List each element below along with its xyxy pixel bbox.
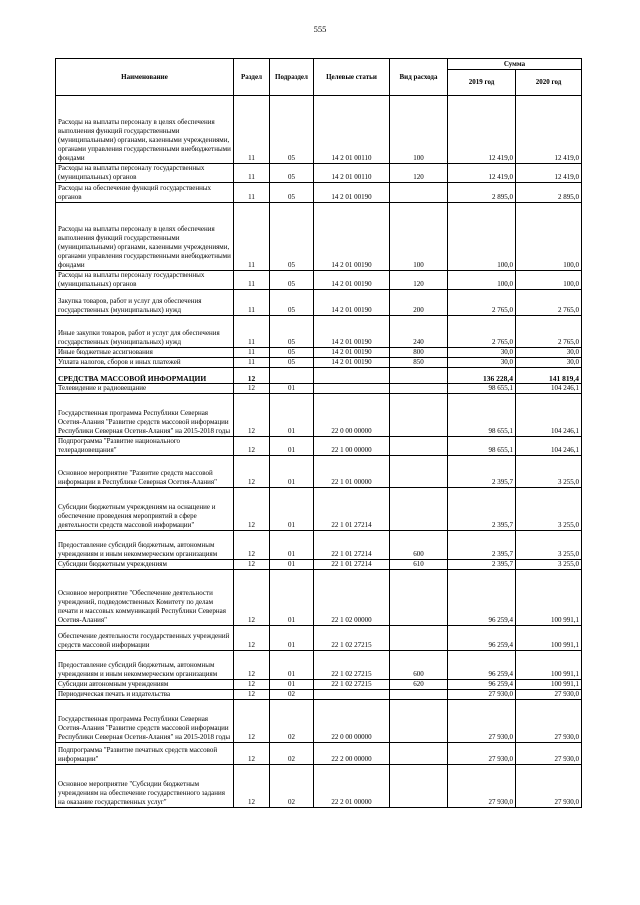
table-row bbox=[56, 690, 582, 700]
row-razdel: 12 bbox=[234, 456, 270, 488]
row-expense-type: 120 bbox=[390, 271, 448, 290]
row-podrazdel: 02 bbox=[270, 700, 314, 743]
row-podrazdel: 05 bbox=[270, 290, 314, 316]
row-sum-2019: 96 259,4 bbox=[448, 680, 516, 690]
budget-table bbox=[55, 58, 582, 808]
row-sum-2020: 12 419,0 bbox=[516, 96, 582, 164]
row-sum-2020: 2 765,0 bbox=[516, 290, 582, 316]
row-podrazdel: 01 bbox=[270, 560, 314, 570]
row-expense-type bbox=[390, 488, 448, 531]
row-podrazdel: 01 bbox=[270, 680, 314, 690]
row-name: Периодическая печать и издательства bbox=[56, 690, 234, 700]
row-name: Субсидии автономным учреждениям bbox=[56, 680, 234, 690]
row-podrazdel: 05 bbox=[270, 358, 314, 368]
row-expense-type bbox=[390, 183, 448, 203]
row-sum-2020: 27 930,0 bbox=[516, 765, 582, 808]
row-expense-type: 800 bbox=[390, 348, 448, 358]
row-sum-2019: 27 930,0 bbox=[448, 700, 516, 743]
row-name: Подпрограмма "Развитие печатных средств массовой информации" bbox=[56, 743, 234, 765]
row-target: 22 1 02 27215 bbox=[314, 651, 390, 680]
table-row bbox=[56, 183, 582, 203]
table-row bbox=[56, 358, 582, 368]
row-razdel: 11 bbox=[234, 96, 270, 164]
row-sum-2020: 27 930,0 bbox=[516, 690, 582, 700]
row-expense-type bbox=[390, 437, 448, 456]
table-row bbox=[56, 651, 582, 680]
table-row bbox=[56, 560, 582, 570]
row-podrazdel: 02 bbox=[270, 765, 314, 808]
row-name: Расходы на выплаты персоналу государственных (муниципальных) органов bbox=[56, 271, 234, 290]
row-razdel: 11 bbox=[234, 271, 270, 290]
row-podrazdel: 05 bbox=[270, 348, 314, 358]
row-name: Уплата налогов, сборов и иных платежей bbox=[56, 358, 234, 368]
header-sum: Сумма bbox=[448, 59, 582, 70]
row-sum-2019: 98 655,1 bbox=[448, 394, 516, 437]
row-sum-2019: 96 259,4 bbox=[448, 570, 516, 626]
table-row bbox=[56, 531, 582, 560]
row-razdel: 12 bbox=[234, 651, 270, 680]
table-body bbox=[56, 96, 582, 808]
row-sum-2020: 3 255,0 bbox=[516, 456, 582, 488]
row-razdel: 11 bbox=[234, 316, 270, 348]
row-expense-type: 100 bbox=[390, 96, 448, 164]
row-sum-2019: 2 395,7 bbox=[448, 488, 516, 531]
row-podrazdel: 02 bbox=[270, 690, 314, 700]
row-name: СРЕДСТВА МАССОВОЙ ИНФОРМАЦИИ bbox=[56, 368, 234, 384]
row-podrazdel: 05 bbox=[270, 183, 314, 203]
table-row bbox=[56, 570, 582, 626]
row-expense-type bbox=[390, 743, 448, 765]
row-sum-2019: 2 765,0 bbox=[448, 316, 516, 348]
table-row bbox=[56, 765, 582, 808]
header-2019: 2019 год bbox=[448, 70, 516, 96]
row-razdel: 11 bbox=[234, 203, 270, 271]
table-row bbox=[56, 680, 582, 690]
row-target: 22 1 01 27214 bbox=[314, 560, 390, 570]
row-expense-type bbox=[390, 626, 448, 651]
row-target: 22 0 00 00000 bbox=[314, 394, 390, 437]
row-sum-2019: 2 395,7 bbox=[448, 560, 516, 570]
row-name: Государственная программа Республики Северная Осетия-Алания "Развитие средств массовой информации Республики Северная Осетия-Алания" на 2015-2018 годы bbox=[56, 700, 234, 743]
row-sum-2020: 104 246,1 bbox=[516, 384, 582, 394]
row-sum-2020: 30,0 bbox=[516, 348, 582, 358]
row-sum-2020: 100 991,1 bbox=[516, 680, 582, 690]
row-expense-type: 620 bbox=[390, 680, 448, 690]
row-sum-2020: 3 255,0 bbox=[516, 531, 582, 560]
row-razdel: 12 bbox=[234, 570, 270, 626]
row-razdel: 12 bbox=[234, 626, 270, 651]
row-sum-2020: 100 991,1 bbox=[516, 626, 582, 651]
row-expense-type bbox=[390, 700, 448, 743]
row-target: 22 1 02 27215 bbox=[314, 626, 390, 651]
row-name: Расходы на обеспечение функций государственных органов bbox=[56, 183, 234, 203]
row-razdel: 11 bbox=[234, 348, 270, 358]
row-expense-type bbox=[390, 394, 448, 437]
page-number: 555 bbox=[313, 24, 327, 34]
row-podrazdel: 01 bbox=[270, 570, 314, 626]
row-sum-2020: 12 419,0 bbox=[516, 164, 582, 183]
row-razdel: 12 bbox=[234, 743, 270, 765]
header-2020: 2020 год bbox=[516, 70, 582, 96]
table-row bbox=[56, 456, 582, 488]
row-expense-type bbox=[390, 570, 448, 626]
row-razdel: 12 bbox=[234, 488, 270, 531]
row-target: 22 0 00 00000 bbox=[314, 700, 390, 743]
row-razdel: 12 bbox=[234, 680, 270, 690]
table-row bbox=[56, 368, 582, 384]
row-target: 22 1 00 00000 bbox=[314, 437, 390, 456]
row-podrazdel: 01 bbox=[270, 384, 314, 394]
table-row bbox=[56, 290, 582, 316]
row-sum-2019: 98 655,1 bbox=[448, 384, 516, 394]
row-expense-type: 200 bbox=[390, 290, 448, 316]
row-expense-type bbox=[390, 690, 448, 700]
table-row bbox=[56, 164, 582, 183]
table-row bbox=[56, 384, 582, 394]
row-target: 14 2 01 00190 bbox=[314, 183, 390, 203]
row-razdel: 12 bbox=[234, 690, 270, 700]
row-sum-2019: 2 895,0 bbox=[448, 183, 516, 203]
row-sum-2019: 98 655,1 bbox=[448, 437, 516, 456]
row-podrazdel: 05 bbox=[270, 203, 314, 271]
row-target bbox=[314, 384, 390, 394]
row-target bbox=[314, 690, 390, 700]
table-row bbox=[56, 437, 582, 456]
row-sum-2020: 3 255,0 bbox=[516, 488, 582, 531]
row-sum-2020: 2 765,0 bbox=[516, 316, 582, 348]
header-razdel: Раздел bbox=[234, 59, 270, 96]
row-sum-2020: 3 255,0 bbox=[516, 560, 582, 570]
row-sum-2019: 2 395,7 bbox=[448, 456, 516, 488]
row-razdel: 11 bbox=[234, 164, 270, 183]
row-expense-type bbox=[390, 384, 448, 394]
row-podrazdel: 05 bbox=[270, 164, 314, 183]
row-target: 14 2 01 00190 bbox=[314, 348, 390, 358]
row-razdel: 11 bbox=[234, 290, 270, 316]
table-row bbox=[56, 488, 582, 531]
row-name: Иные бюджетные ассигнования bbox=[56, 348, 234, 358]
row-expense-type: 240 bbox=[390, 316, 448, 348]
table-row bbox=[56, 316, 582, 348]
row-name: Обеспечение деятельности государственных учреждений средств массовой информации bbox=[56, 626, 234, 651]
row-sum-2019: 96 259,4 bbox=[448, 651, 516, 680]
row-razdel: 12 bbox=[234, 700, 270, 743]
row-sum-2019: 96 259,4 bbox=[448, 626, 516, 651]
row-expense-type: 120 bbox=[390, 164, 448, 183]
row-name: Основное мероприятие "Развитие средств массовой информации в Республике Северная Осетия-Алания" bbox=[56, 456, 234, 488]
row-expense-type bbox=[390, 368, 448, 384]
row-expense-type: 600 bbox=[390, 651, 448, 680]
header-name: Наименование bbox=[56, 59, 234, 96]
row-podrazdel: 01 bbox=[270, 531, 314, 560]
row-podrazdel bbox=[270, 368, 314, 384]
row-sum-2020: 30,0 bbox=[516, 358, 582, 368]
row-razdel: 12 bbox=[234, 368, 270, 384]
row-sum-2020: 27 930,0 bbox=[516, 700, 582, 743]
row-razdel: 12 bbox=[234, 394, 270, 437]
row-sum-2020: 27 930,0 bbox=[516, 743, 582, 765]
row-name: Закупка товаров, работ и услуг для обеспечения государственных (муниципальных) нужд bbox=[56, 290, 234, 316]
row-target: 22 1 01 00000 bbox=[314, 456, 390, 488]
row-razdel: 11 bbox=[234, 358, 270, 368]
row-sum-2020: 141 819,4 bbox=[516, 368, 582, 384]
header-podrazdel: Подраздел bbox=[270, 59, 314, 96]
row-name: Государственная программа Республики Северная Осетия-Алания "Развитие средств массовой информации Республики Северная Осетия-Алания" на 2015-2018 годы bbox=[56, 394, 234, 437]
row-sum-2020: 100,0 bbox=[516, 203, 582, 271]
row-target: 14 2 01 00110 bbox=[314, 164, 390, 183]
row-sum-2020: 100,0 bbox=[516, 271, 582, 290]
row-razdel: 11 bbox=[234, 183, 270, 203]
row-target: 22 2 01 00000 bbox=[314, 765, 390, 808]
row-name: Предоставление субсидий бюджетным, автономным учреждениям и иным некоммерческим организациям bbox=[56, 531, 234, 560]
row-sum-2019: 30,0 bbox=[448, 348, 516, 358]
row-target: 14 2 01 00190 bbox=[314, 203, 390, 271]
row-sum-2019: 2 395,7 bbox=[448, 531, 516, 560]
row-sum-2020: 2 895,0 bbox=[516, 183, 582, 203]
row-podrazdel: 01 bbox=[270, 626, 314, 651]
row-sum-2019: 2 765,0 bbox=[448, 290, 516, 316]
row-expense-type: 600 bbox=[390, 531, 448, 560]
table-row bbox=[56, 271, 582, 290]
row-target: 22 1 01 27214 bbox=[314, 531, 390, 560]
row-target: 14 2 01 00190 bbox=[314, 271, 390, 290]
row-target: 22 1 01 27214 bbox=[314, 488, 390, 531]
row-name: Расходы на выплаты персоналу в целях обеспечения выполнения функций государственными (муниципальными) органами, казенными учреждениями, органами управления государственными внебюджетными фондами bbox=[56, 203, 234, 271]
row-expense-type: 850 bbox=[390, 358, 448, 368]
row-target: 14 2 01 00190 bbox=[314, 358, 390, 368]
table-row bbox=[56, 96, 582, 164]
table-row bbox=[56, 348, 582, 358]
row-sum-2019: 136 228,4 bbox=[448, 368, 516, 384]
row-name: Субсидии бюджетным учреждениям bbox=[56, 560, 234, 570]
row-podrazdel: 02 bbox=[270, 743, 314, 765]
row-sum-2020: 104 246,1 bbox=[516, 437, 582, 456]
row-name: Подпрограмма "Развитие национального телерадиовещания" bbox=[56, 437, 234, 456]
row-expense-type: 610 bbox=[390, 560, 448, 570]
row-podrazdel: 05 bbox=[270, 316, 314, 348]
row-sum-2019: 27 930,0 bbox=[448, 690, 516, 700]
row-podrazdel: 01 bbox=[270, 488, 314, 531]
row-target: 22 1 02 27215 bbox=[314, 680, 390, 690]
row-target: 14 2 01 00190 bbox=[314, 290, 390, 316]
row-name: Субсидии бюджетным учреждениям на оснащение и обеспечение проведения мероприятий в сфере деятельности средств массовой информации" bbox=[56, 488, 234, 531]
row-razdel: 12 bbox=[234, 437, 270, 456]
row-razdel: 12 bbox=[234, 765, 270, 808]
row-name: Расходы на выплаты персоналу в целях обеспечения выполнения функций государственными (муниципальными) органами, казенными учреждениями, органами управления государственными внебюджетными фондами bbox=[56, 96, 234, 164]
row-sum-2019: 30,0 bbox=[448, 358, 516, 368]
row-expense-type: 100 bbox=[390, 203, 448, 271]
table-row bbox=[56, 626, 582, 651]
row-podrazdel: 01 bbox=[270, 651, 314, 680]
header-expense-type: Вид расхода bbox=[390, 59, 448, 96]
row-name: Расходы на выплаты персоналу государственных (муниципальных) органов bbox=[56, 164, 234, 183]
row-target: 22 2 00 00000 bbox=[314, 743, 390, 765]
row-name: Телевидение и радиовещание bbox=[56, 384, 234, 394]
row-target: 14 2 01 00110 bbox=[314, 96, 390, 164]
row-sum-2020: 100 991,1 bbox=[516, 651, 582, 680]
row-sum-2019: 27 930,0 bbox=[448, 765, 516, 808]
row-podrazdel: 01 bbox=[270, 456, 314, 488]
header-target: Целевые статьи bbox=[314, 59, 390, 96]
row-sum-2019: 12 419,0 bbox=[448, 164, 516, 183]
row-expense-type bbox=[390, 456, 448, 488]
row-podrazdel: 01 bbox=[270, 437, 314, 456]
row-sum-2019: 27 930,0 bbox=[448, 743, 516, 765]
row-target: 22 1 02 00000 bbox=[314, 570, 390, 626]
row-podrazdel: 01 bbox=[270, 394, 314, 437]
row-sum-2020: 100 991,1 bbox=[516, 570, 582, 626]
row-sum-2019: 100,0 bbox=[448, 203, 516, 271]
table-row bbox=[56, 743, 582, 765]
row-name: Иные закупки товаров, работ и услуг для обеспечения государственных (муниципальных) нужд bbox=[56, 316, 234, 348]
row-target: 14 2 01 00190 bbox=[314, 316, 390, 348]
row-name: Основное мероприятие "Субсидии бюджетным учреждениям на обеспечение государственного задания на оказание государственных услуг" bbox=[56, 765, 234, 808]
row-expense-type bbox=[390, 765, 448, 808]
table-row bbox=[56, 700, 582, 743]
row-podrazdel: 05 bbox=[270, 271, 314, 290]
row-name: Основное мероприятие "Обеспечение деятельности учреждений, подведомственных Комитету по делам печати и массовых коммуникаций Республики Северная Осетия-Алания" bbox=[56, 570, 234, 626]
row-razdel: 12 bbox=[234, 560, 270, 570]
table-row bbox=[56, 394, 582, 437]
row-razdel: 12 bbox=[234, 531, 270, 560]
row-podrazdel: 05 bbox=[270, 96, 314, 164]
table-row bbox=[56, 203, 582, 271]
row-sum-2019: 100,0 bbox=[448, 271, 516, 290]
row-target bbox=[314, 368, 390, 384]
row-sum-2019: 12 419,0 bbox=[448, 96, 516, 164]
row-sum-2020: 104 246,1 bbox=[516, 394, 582, 437]
row-razdel: 12 bbox=[234, 384, 270, 394]
row-name: Предоставление субсидий бюджетным, автономным учреждениям и иным некоммерческим организациям bbox=[56, 651, 234, 680]
